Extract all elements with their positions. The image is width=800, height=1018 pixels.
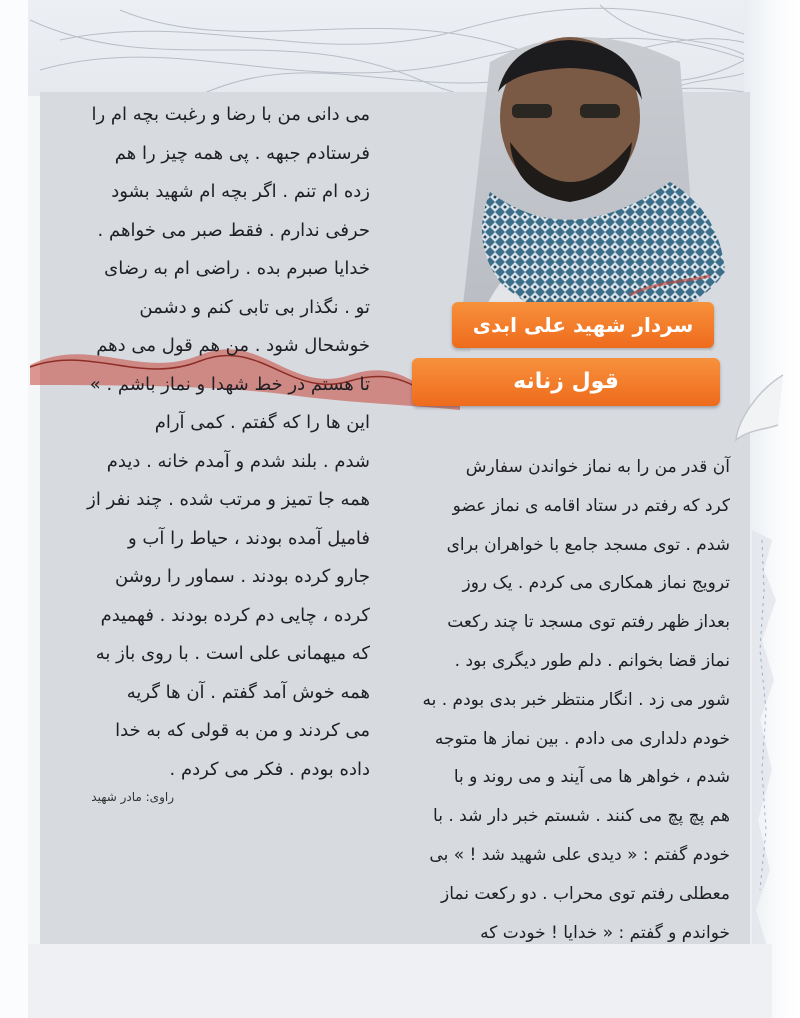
martyr-name-banner: سردار شهید علی ابدی <box>452 302 714 348</box>
text-line: کرد که رفتم در ستاد اقامه ی نماز عضو <box>452 495 730 516</box>
text-line: همه جا تمیز و مرتب شده . چند نفر از <box>87 489 370 510</box>
text-line: هم پچ پچ می کنند . شستم خبر دار شد . با <box>433 806 730 827</box>
text-line: خودم گفتم : « دیدی علی شهید شد ! » بی <box>429 844 730 865</box>
text-line: شدم . بلند شدم و آمدم خانه . دیدم <box>106 450 370 472</box>
text-line: معطلی رفتم توی محراب . دو رکعت نماز <box>441 883 730 904</box>
text-line: فرستادم جبهه . پی همه چیز را هم <box>114 142 370 164</box>
text-line: تو . نگذار بی تابی کنم و دشمن <box>139 296 370 318</box>
text-line: همه خوش آمد گفتم . آن ها گریه <box>126 681 370 703</box>
text-line: داده بودم . فکر می کردم . <box>169 758 370 780</box>
text-line: تا هستم در خط شهدا و نماز باشم . » <box>89 373 370 395</box>
text-line: زده ام تنم . اگر بچه ام شهید بشود <box>111 181 370 202</box>
curl-decoration <box>728 370 788 450</box>
text-line: کرده ، چایی دم کرده بودند . فهمیدم <box>100 604 370 626</box>
text-line: حرفی ندارم . فقط صبر می خواهم . <box>97 219 370 241</box>
text-line: شدم . توی مسجد جامع با خواهران برای <box>446 534 730 555</box>
text-line: خودم دلداری می دادم . بین نماز ها متوجه <box>434 728 730 749</box>
text-line: خوشحال شود . من هم قول می دهم <box>96 335 370 356</box>
text-line: می دانی من با رضا و رغبت بچه ام را <box>91 104 370 125</box>
right-column-text <box>70 96 370 789</box>
article-title-banner: قول زنانه <box>412 358 720 406</box>
narrator-credit: راوی: مادر شهید <box>91 790 174 804</box>
torn-edge-strip <box>742 530 782 950</box>
text-line: آن قدر من را به نماز خواندن سفارش <box>465 457 730 477</box>
page-footer-band <box>28 944 772 1018</box>
text-line: بعداز ظهر رفتم توی مسجد تا چند رکعت <box>447 612 730 633</box>
text-line: شدم ، خواهر ها می آیند و می روند و با <box>453 767 730 788</box>
text-line: ترویج نماز همکاری می کردم . یک روز <box>462 573 730 594</box>
text-line: جارو کرده بودند . سماور را روشن <box>115 566 370 587</box>
left-column-text <box>412 448 730 952</box>
text-line: می کردند و من به قولی که به خدا <box>115 720 370 741</box>
text-line: خدایا صبرم بده . راضی ام به رضای <box>104 258 370 279</box>
text-line: این ها را که گفتم . کمی آرام <box>154 412 370 433</box>
text-line: شور می زد . انگار منتظر خبر بدی بودم . به <box>422 689 730 710</box>
text-line: نماز قضا بخوانم . دلم طور دیگری بود . <box>454 650 730 671</box>
text-line: فامیل آمده بودند ، حیاط را آب و <box>128 527 370 549</box>
text-line: خواندم و گفتم : « خدایا ! خودت که <box>480 922 730 943</box>
text-line: که میهمانی علی است . با روی باز به <box>95 643 370 664</box>
